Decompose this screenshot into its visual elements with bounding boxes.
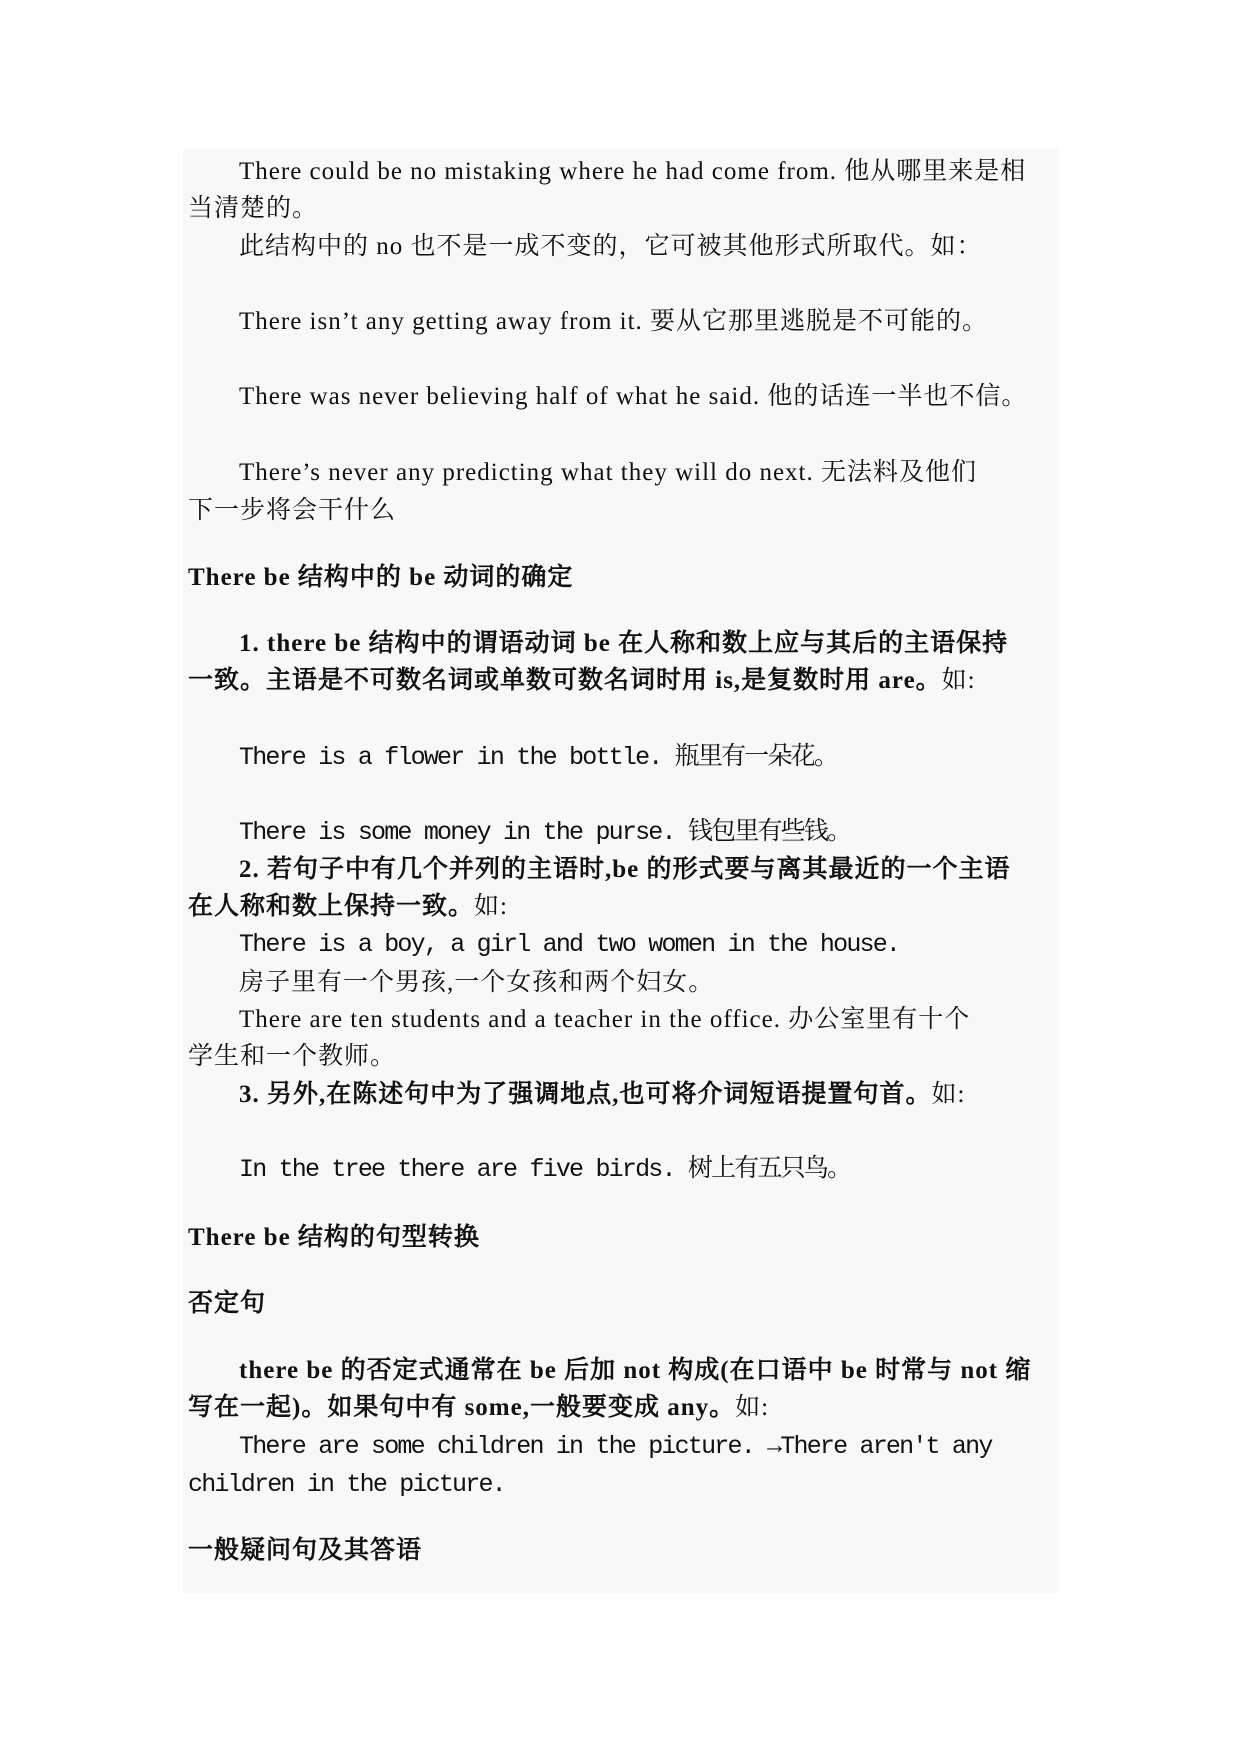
subsection-heading: 否定句	[188, 1290, 267, 1317]
section-heading: There be 结构中的 be 动词的确定	[188, 564, 574, 591]
rule-text: 在人称和数上保持一致。	[188, 893, 475, 920]
example-prompt: 如:	[474, 893, 508, 920]
example-prompt: 如:	[735, 1394, 770, 1421]
rule-text: 一致。主语是不可数名词或单数可数名词时用 is,是复数时用 are。	[188, 667, 942, 694]
example-prompt: 如:	[941, 667, 976, 694]
subsection-heading: 一般疑问句及其答语	[188, 1537, 423, 1564]
example-sentence: There are some children in the picture. →There aren't any	[239, 1432, 992, 1461]
explanation-text: 此结构中的 no 也不是一成不变的，它可被其他形式所取代。如：	[239, 233, 983, 260]
example-sentence: children in the picture.	[188, 1470, 505, 1499]
rule-text: 写在一起)。如果句中有 some,一般要变成 any。	[188, 1394, 736, 1421]
example-sentence: There isn’t any getting away from it. 要从它那里逃脱是不可能的。	[239, 308, 989, 335]
example-sentence: There is a flower in the bottle. 瓶里有一朵花。	[239, 743, 838, 772]
rule-line	[188, 662, 976, 700]
example-sentence: 当清楚的。	[188, 195, 319, 222]
example-sentence: There was never believing half of what he said. 他的话连一半也不信。	[239, 383, 1028, 410]
example-prompt: 如:	[931, 1081, 966, 1108]
example-sentence: There is a boy, a girl and two women in the house.	[239, 930, 900, 959]
rule-text: 2. 若句子中有几个并列的主语时,be 的形式要与离其最近的一个主语	[239, 856, 1011, 883]
example-sentence: 学生和一个教师。	[188, 1043, 397, 1070]
content-panel	[183, 149, 1058, 1593]
rule-text: 1. there be 结构中的谓语动词 be 在人称和数上应与其后的主语保持	[239, 630, 1009, 657]
example-translation: 房子里有一个男孩,一个女孩和两个妇女。	[239, 969, 715, 996]
example-sentence: In the tree there are five birds. 树上有五只鸟。	[239, 1155, 851, 1184]
section-heading: There be 结构的句型转换	[188, 1224, 480, 1251]
rule-line	[188, 888, 508, 926]
example-sentence: 下一步将会干什么	[188, 497, 397, 524]
example-sentence: There’s never any predicting what they will do next. 无法料及他们	[239, 459, 978, 486]
rule-line	[239, 1076, 965, 1114]
example-sentence: There could be no mistaking where he had come from. 他从哪里来是相	[239, 158, 1027, 185]
rule-text: 3. 另外,在陈述句中为了强调地点,也可将介词短语提置句首。	[239, 1081, 932, 1108]
rule-text: there be 的否定式通常在 be 后加 not 构成(在口语中 be 时常与 not 缩	[239, 1357, 1032, 1384]
example-sentence: There is some money in the purse. 钱包里有些钱。	[239, 818, 851, 847]
example-sentence: There are ten students and a teacher in the office. 办公室里有十个	[239, 1006, 971, 1033]
rule-line	[188, 1389, 769, 1427]
